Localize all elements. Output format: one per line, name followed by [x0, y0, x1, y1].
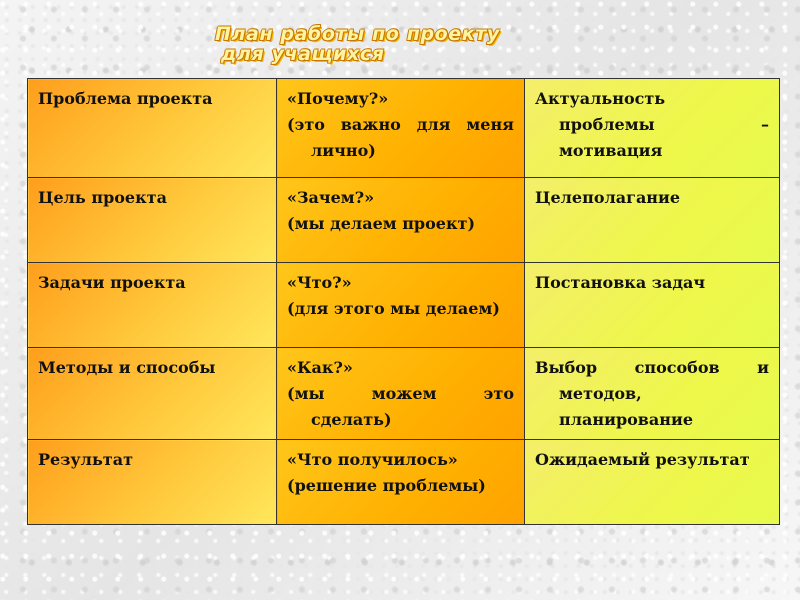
- stage-text: Выбор способов и: [535, 358, 769, 377]
- question-text: «Как?»: [287, 358, 353, 377]
- stage-text: Ожидаемый результат: [535, 450, 750, 469]
- stage-text: Целеполагание: [535, 188, 681, 207]
- stage-text-cont: проблемы –: [559, 115, 769, 134]
- table-row-goal: [28, 178, 780, 263]
- stage-text-cont: методов,: [559, 384, 642, 403]
- table-row-problem: [28, 79, 780, 178]
- row-stage-problem: [525, 79, 780, 178]
- page-title: [215, 24, 635, 64]
- table-row-result: [28, 440, 780, 525]
- title-line-1: План работы по проекту: [215, 23, 500, 45]
- table-row-methods: [28, 348, 780, 440]
- row-label-tasks: [28, 263, 277, 348]
- question-explanation: (это важно для меня: [287, 115, 514, 134]
- question-explanation: (для этого мы делаем): [287, 299, 500, 318]
- question-explanation: (решение проблемы): [287, 476, 486, 495]
- question-explanation: (мы делаем проект): [287, 214, 476, 233]
- project-plan-table: [27, 78, 780, 525]
- question-text: «Зачем?»: [287, 188, 375, 207]
- row-question-methods: [277, 348, 525, 440]
- stage-text: Постановка задач: [535, 273, 706, 292]
- stage-text: Актуальность: [535, 89, 666, 108]
- row-label-methods: [28, 348, 277, 440]
- row-label-text: Проблема проекта: [38, 89, 213, 108]
- row-label-text: Цель проекта: [38, 188, 167, 207]
- question-explanation: (мы можем это: [287, 384, 514, 403]
- row-stage-methods: [525, 348, 780, 440]
- row-label-text: Задачи проекта: [38, 273, 186, 292]
- row-stage-tasks: [525, 263, 780, 348]
- question-text: «Почему?»: [287, 89, 389, 108]
- row-stage-goal: [525, 178, 780, 263]
- row-label-result: [28, 440, 277, 525]
- question-explanation-cont: сделать): [311, 410, 392, 429]
- row-label-goal: [28, 178, 277, 263]
- row-stage-result: [525, 440, 780, 525]
- table-row-tasks: [28, 263, 780, 348]
- row-question-tasks: [277, 263, 525, 348]
- row-question-goal: [277, 178, 525, 263]
- row-label-text: Результат: [38, 450, 133, 469]
- row-question-result: [277, 440, 525, 525]
- stage-text-cont-2: мотивация: [559, 141, 663, 160]
- stage-text-cont-2: планирование: [559, 410, 694, 429]
- title-line-2: для учащихся: [221, 43, 385, 65]
- question-explanation-cont: лично): [311, 141, 376, 160]
- question-text: «Что?»: [287, 273, 352, 292]
- row-label-text: Методы и способы: [38, 358, 216, 377]
- row-question-problem: [277, 79, 525, 178]
- row-label-problem: [28, 79, 277, 178]
- question-text: «Что получилось»: [287, 450, 458, 469]
